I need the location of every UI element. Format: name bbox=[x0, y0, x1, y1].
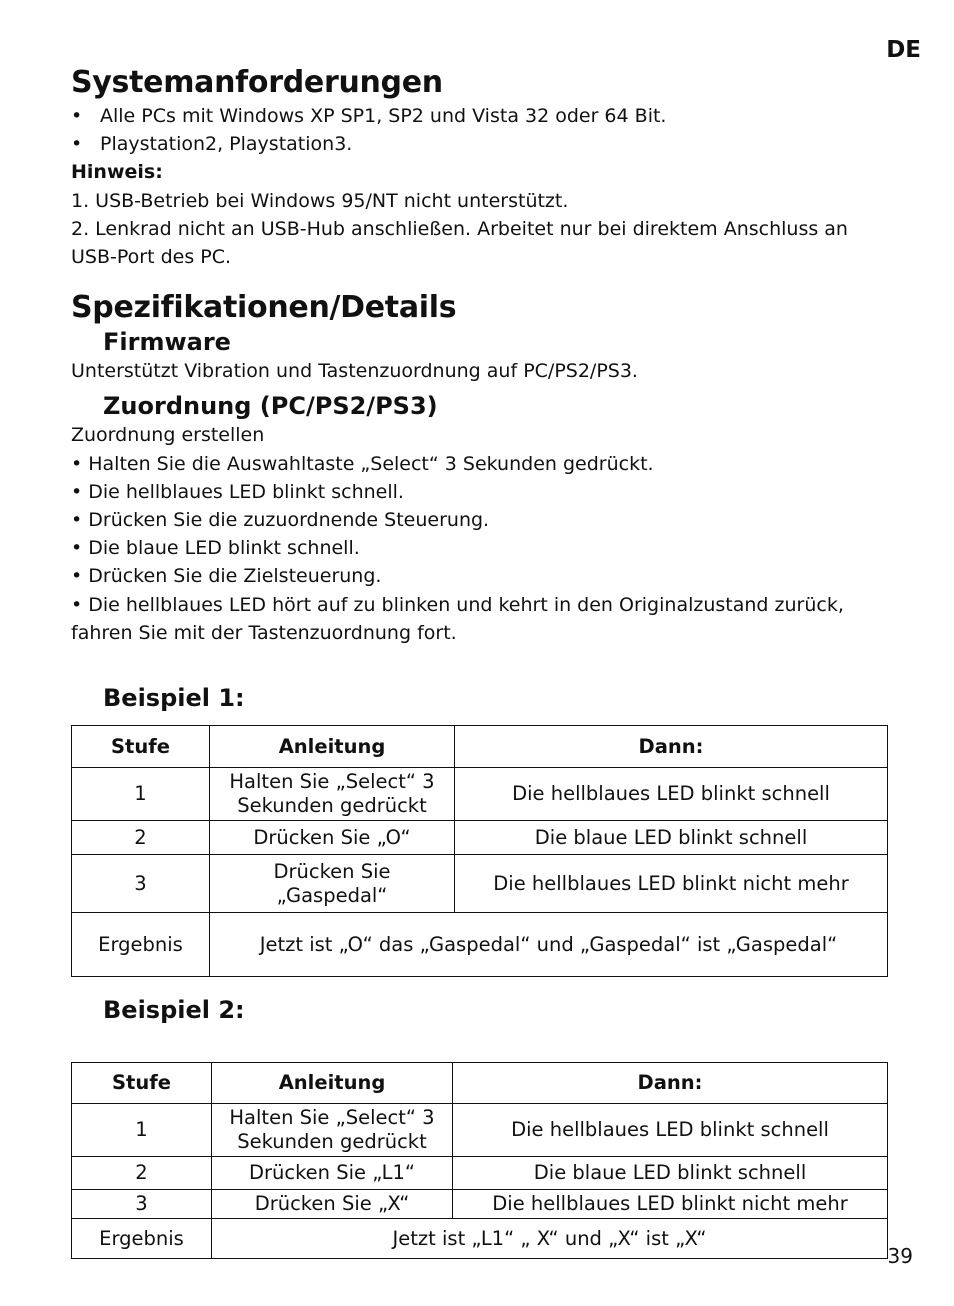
column-header: Stufe bbox=[72, 1063, 212, 1104]
step-cell: 2 bbox=[72, 821, 210, 855]
step-cell: 1 bbox=[72, 1104, 212, 1157]
table-header-row bbox=[72, 726, 888, 768]
column-header: Dann: bbox=[453, 1063, 888, 1104]
instruction-cell: Halten Sie „Select“ 3 Sekunden gedrückt bbox=[212, 1104, 453, 1157]
note-item: 1. USB-Betrieb bei Windows 95/NT nicht unterstützt. bbox=[71, 189, 569, 212]
result-cell: Die blaue LED blinkt schnell bbox=[455, 821, 888, 855]
example1-heading: Beispiel 1: bbox=[103, 684, 245, 713]
result-cell: Die hellblaues LED blinkt nicht mehr bbox=[453, 1190, 888, 1219]
column-header: Dann: bbox=[455, 726, 888, 768]
language-code: DE bbox=[886, 37, 921, 63]
page-number: 39 bbox=[887, 1244, 913, 1268]
requirements-list bbox=[71, 102, 888, 158]
mapping-step: • Drücken Sie die Zielsteuerung. bbox=[71, 565, 382, 588]
instruction-cell: Drücken Sie „L1“ bbox=[212, 1157, 453, 1190]
mapping-step: • Halten Sie die Auswahltaste „Select“ 3 Sekunden gedrückt. bbox=[71, 452, 654, 475]
column-header: Anleitung bbox=[212, 1063, 453, 1104]
system-requirements-heading: Systemanforderungen bbox=[71, 65, 443, 100]
result-cell: Die hellblaues LED blinkt schnell bbox=[455, 768, 888, 821]
mapping-step: • Die blaue LED blinkt schnell. bbox=[71, 537, 360, 560]
table-result-row bbox=[72, 1219, 888, 1259]
mapping-step: • Die hellblaues LED blinkt schnell. bbox=[71, 480, 404, 503]
step-cell: 3 bbox=[72, 855, 210, 913]
instruction-cell: Drücken Sie „O“ bbox=[210, 821, 455, 855]
mapping-steps bbox=[71, 421, 888, 647]
instruction-cell: Halten Sie „Select“ 3 Sekunden gedrückt bbox=[210, 768, 455, 821]
mapping-step: • Die hellblaues LED hört auf zu blinken und kehrt in den Originalzustand zurück, fahren Sie mit der Tastenzuordnung fort. bbox=[71, 593, 844, 644]
table-row bbox=[72, 1104, 888, 1157]
result-cell: Die hellblaues LED blinkt schnell bbox=[453, 1104, 888, 1157]
requirement-item: • Alle PCs mit Windows XP SP1, SP2 und Vista 32 oder 64 Bit. bbox=[71, 102, 888, 130]
step-cell: 1 bbox=[72, 768, 210, 821]
instruction-cell: Drücken Sie „X“ bbox=[212, 1190, 453, 1219]
table-header-row bbox=[72, 1063, 888, 1104]
result-label-cell: Ergebnis bbox=[72, 913, 210, 977]
result-text-cell: Jetzt ist „L1“ „ X“ und „X“ ist „X“ bbox=[212, 1219, 888, 1259]
column-header: Anleitung bbox=[210, 726, 455, 768]
table-row bbox=[72, 855, 888, 913]
mapping-intro: Zuordnung erstellen bbox=[71, 424, 265, 447]
mapping-step: • Drücken Sie die zuzuordnende Steuerung. bbox=[71, 509, 490, 532]
table-row bbox=[72, 768, 888, 821]
firmware-heading: Firmware bbox=[103, 328, 231, 357]
instruction-cell: Drücken Sie „Gaspedal“ bbox=[210, 855, 455, 913]
column-header: Stufe bbox=[72, 726, 210, 768]
table-result-row bbox=[72, 913, 888, 977]
firmware-text: Unterstützt Vibration und Tastenzuordnung auf PC/PS2/PS3. bbox=[71, 360, 638, 383]
result-cell: Die hellblaues LED blinkt nicht mehr bbox=[455, 855, 888, 913]
example2-heading: Beispiel 2: bbox=[103, 996, 245, 1025]
result-label-cell: Ergebnis bbox=[72, 1219, 212, 1259]
table-row bbox=[72, 1190, 888, 1219]
result-cell: Die blaue LED blinkt schnell bbox=[453, 1157, 888, 1190]
specifications-heading: Spezifikationen/Details bbox=[71, 290, 457, 326]
mapping-heading: Zuordnung (PC/PS2/PS3) bbox=[103, 392, 438, 421]
table-row bbox=[72, 821, 888, 855]
example1-table bbox=[71, 725, 888, 977]
note-item: 2. Lenkrad nicht an USB-Hub anschließen. Arbeitet nur bei direktem Anschluss an USB-Port des PC. bbox=[71, 217, 848, 269]
result-text-cell: Jetzt ist „O“ das „Gaspedal“ und „Gaspedal“ ist „Gaspedal“ bbox=[210, 913, 888, 977]
example2-table bbox=[71, 1062, 888, 1259]
page-content bbox=[71, 64, 888, 1259]
requirement-item: • Playstation2, Playstation3. bbox=[71, 130, 888, 158]
note-label: Hinweis: bbox=[71, 161, 163, 184]
step-cell: 2 bbox=[72, 1157, 212, 1190]
step-cell: 3 bbox=[72, 1190, 212, 1219]
table-row bbox=[72, 1157, 888, 1190]
